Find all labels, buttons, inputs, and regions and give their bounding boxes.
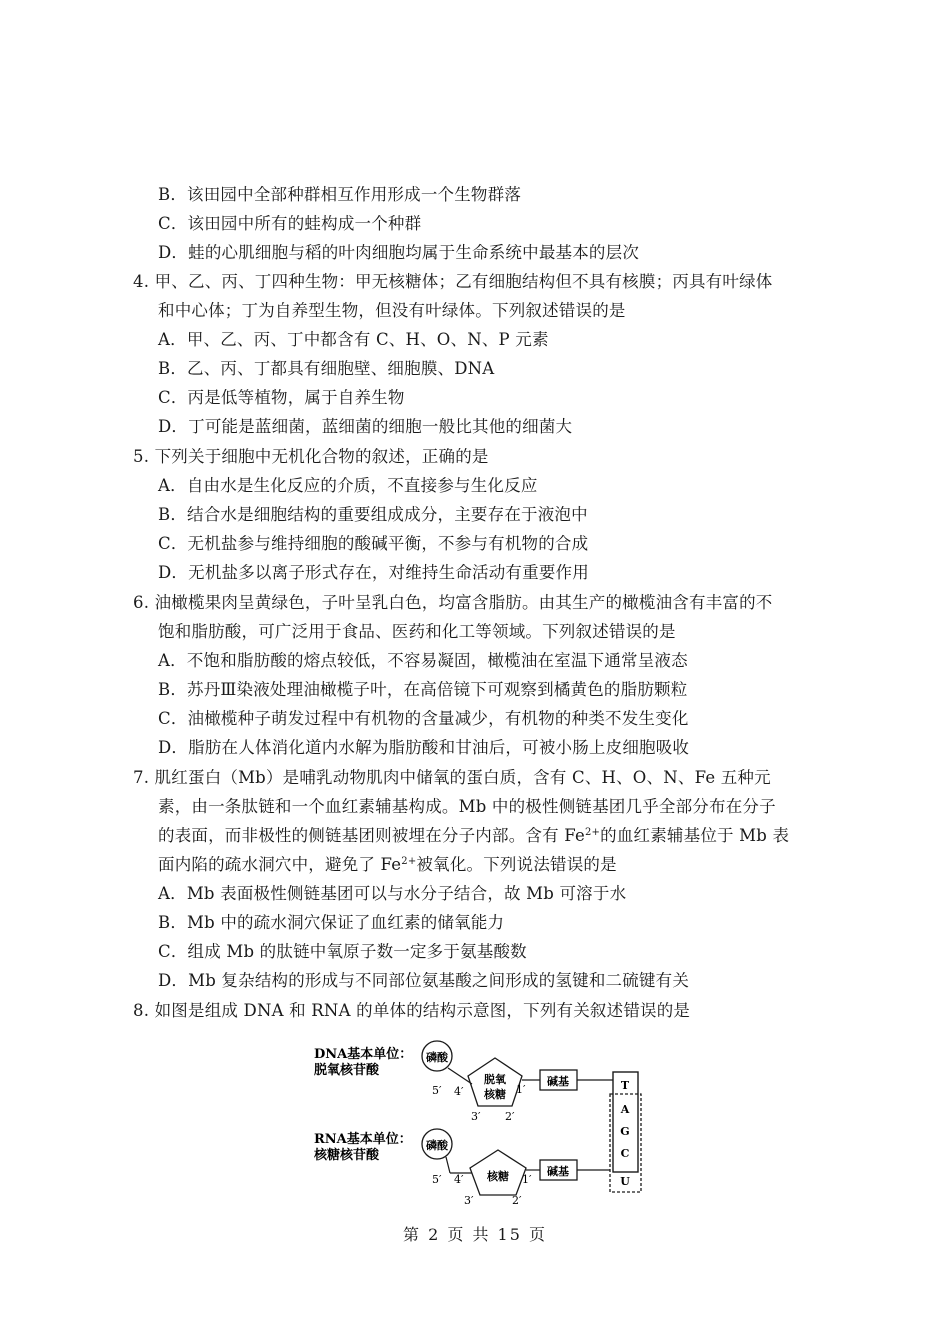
q7-stem-line4-a: 面内陷的疏水洞穴中，避免了 Fe — [158, 855, 402, 874]
rna-title-line2: 核糖核苷酸 — [314, 1148, 380, 1163]
q5-option-a: A．自由水是生化反应的介质，不直接参与生化反应 — [158, 476, 538, 495]
rna-phosphate-bond-a — [446, 1157, 450, 1173]
q5-option-b: B．结合水是细胞结构的重要组成成分，主要存在于液泡中 — [158, 505, 588, 524]
dna-c3-label: 3′ — [471, 1110, 481, 1123]
q5-option-c: C．无机盐参与维持细胞的酸碱平衡，不参与有机物的合成 — [158, 534, 589, 553]
rna-title-line1: RNA基本单位： — [314, 1132, 412, 1147]
q5-option-d: D．无机盐多以离子形式存在，对维持生命活动有重要作用 — [158, 563, 589, 582]
q7-option-d: D．Mb 复杂结构的形成与不同部位氨基酸之间形成的氢键和二硫键有关 — [158, 971, 690, 990]
q7-stem-line3-b: 的血红素辅基位于 Mb 表 — [600, 826, 790, 845]
dna-title-line2: 脱氧核苷酸 — [314, 1063, 380, 1078]
q7-fe-charge-2: 2+ — [401, 856, 417, 867]
rna-base-label: 碱基 — [547, 1165, 569, 1178]
dna-deoxyribose-label1: 脱氧 — [484, 1073, 506, 1086]
rna-c2-label: 2′ — [512, 1194, 522, 1207]
q4-option-a: A．甲、乙、丙、丁中都含有 C、H、O、N、P 元素 — [158, 330, 549, 349]
rna-c3-label: 3′ — [464, 1194, 474, 1207]
rna-ribose-label: 核糖 — [487, 1170, 509, 1183]
q7-fe-charge-1: 2+ — [584, 827, 601, 838]
dna-title-line1: DNA基本单位： — [314, 1047, 413, 1062]
dna-deoxyribose-label2: 核糖 — [484, 1088, 506, 1101]
q4-stem-line2: 和中心体；丁为自养型生物，但没有叶绿体。下列叙述错误的是 — [158, 301, 626, 320]
dna-c5-label: 5′ — [432, 1084, 442, 1097]
dna-c1-label: 1′ — [516, 1083, 526, 1096]
q3-option-d: D．蛙的心肌细胞与稻的叶肉细胞均属于生命系统中最基本的层次 — [158, 243, 640, 262]
base-t: T — [620, 1079, 630, 1092]
rna-phosphate-label: 磷酸 — [426, 1139, 448, 1152]
nucleotide-diagram — [300, 1040, 660, 1215]
rna-c4-label: 4′ — [454, 1173, 464, 1186]
q5-stem: 5. 下列关于细胞中无机化合物的叙述，正确的是 — [133, 447, 489, 466]
dna-c4-label: 4′ — [454, 1085, 464, 1098]
q3-option-c: C．该田园中所有的蛙构成一个种群 — [158, 214, 422, 233]
q7-option-b: B．Mb 中的疏水洞穴保证了血红素的储氧能力 — [158, 913, 505, 932]
q6-option-d: D．脂肪在人体消化道内水解为脂肪酸和甘油后，可被小肠上皮细胞吸收 — [158, 738, 690, 757]
base-a: A — [620, 1103, 630, 1116]
q4-stem-line1: 4. 甲、乙、丙、丁四种生物：甲无核糖体；乙有细胞结构但不具有核膜；丙具有叶绿体 — [133, 272, 773, 291]
rna-c1-label: 1′ — [522, 1173, 532, 1186]
q7-option-c: C．组成 Mb 的肽链中氧原子数一定多于氨基酸数 — [158, 942, 527, 961]
dna-c2-label: 2′ — [505, 1110, 515, 1123]
q4-option-b: B．乙、丙、丁都具有细胞壁、细胞膜、DNA — [158, 359, 495, 378]
base-u: U — [620, 1175, 630, 1188]
q6-option-b: B．苏丹Ⅲ染液处理油橄榄子叶，在高倍镜下可观察到橘黄色的脂肪颗粒 — [158, 680, 688, 699]
q8-stem: 8. 如图是组成 DNA 和 RNA 的单体的结构示意图，下列有关叙述错误的是 — [133, 1001, 691, 1020]
q4-option-d: D．丁可能是蓝细菌，蓝细菌的细胞一般比其他的细菌大 — [158, 417, 573, 436]
q3-option-b: B．该田园中全部种群相互作用形成一个生物群落 — [158, 185, 522, 204]
base-g: G — [620, 1125, 630, 1138]
dna-phosphate-label: 磷酸 — [426, 1051, 448, 1064]
page-footer: 第 2 页 共 15 页 — [403, 1225, 547, 1244]
q6-stem-line2: 饱和脂肪酸，可广泛用于食品、医药和化工等领域。下列叙述错误的是 — [158, 622, 676, 641]
q7-stem-line2: 素，由一条肽链和一个血红素辅基构成。Mb 中的极性侧链基团几乎全部分布在分子 — [158, 797, 776, 816]
base-c: C — [620, 1147, 630, 1160]
q7-stem-line3 — [158, 825, 789, 847]
q7-stem-line1: 7. 肌红蛋白（Mb）是哺乳动物肌肉中储氧的蛋白质，含有 C、H、O、N、Fe 五种元 — [133, 768, 771, 787]
q7-stem-line4-b: 被氧化。下列说法错误的是 — [416, 855, 617, 874]
q6-option-a: A．不饱和脂肪酸的熔点较低，不容易凝固，橄榄油在室温下通常呈液态 — [158, 651, 688, 670]
q6-stem-line1: 6. 油橄榄果肉呈黄绿色，子叶呈乳白色，均富含脂肪。由其生产的橄榄油含有丰富的不 — [133, 593, 773, 612]
q7-option-a: A．Mb 表面极性侧链基团可以与水分子结合，故 Mb 可溶于水 — [158, 884, 627, 903]
q7-stem-line4 — [158, 854, 617, 876]
q6-option-c: C．油橄榄种子萌发过程中有机物的含量减少，有机物的种类不发生变化 — [158, 709, 689, 728]
nucleotide-structure-figure — [300, 1040, 660, 1215]
q4-option-c: C．丙是低等植物，属于自养生物 — [158, 388, 405, 407]
rna-c5-label: 5′ — [432, 1173, 442, 1186]
q7-stem-line3-a: 的表面，而非极性的侧链基团则被埋在分子内部。含有 Fe — [158, 826, 585, 845]
dna-base-label: 碱基 — [547, 1075, 569, 1088]
